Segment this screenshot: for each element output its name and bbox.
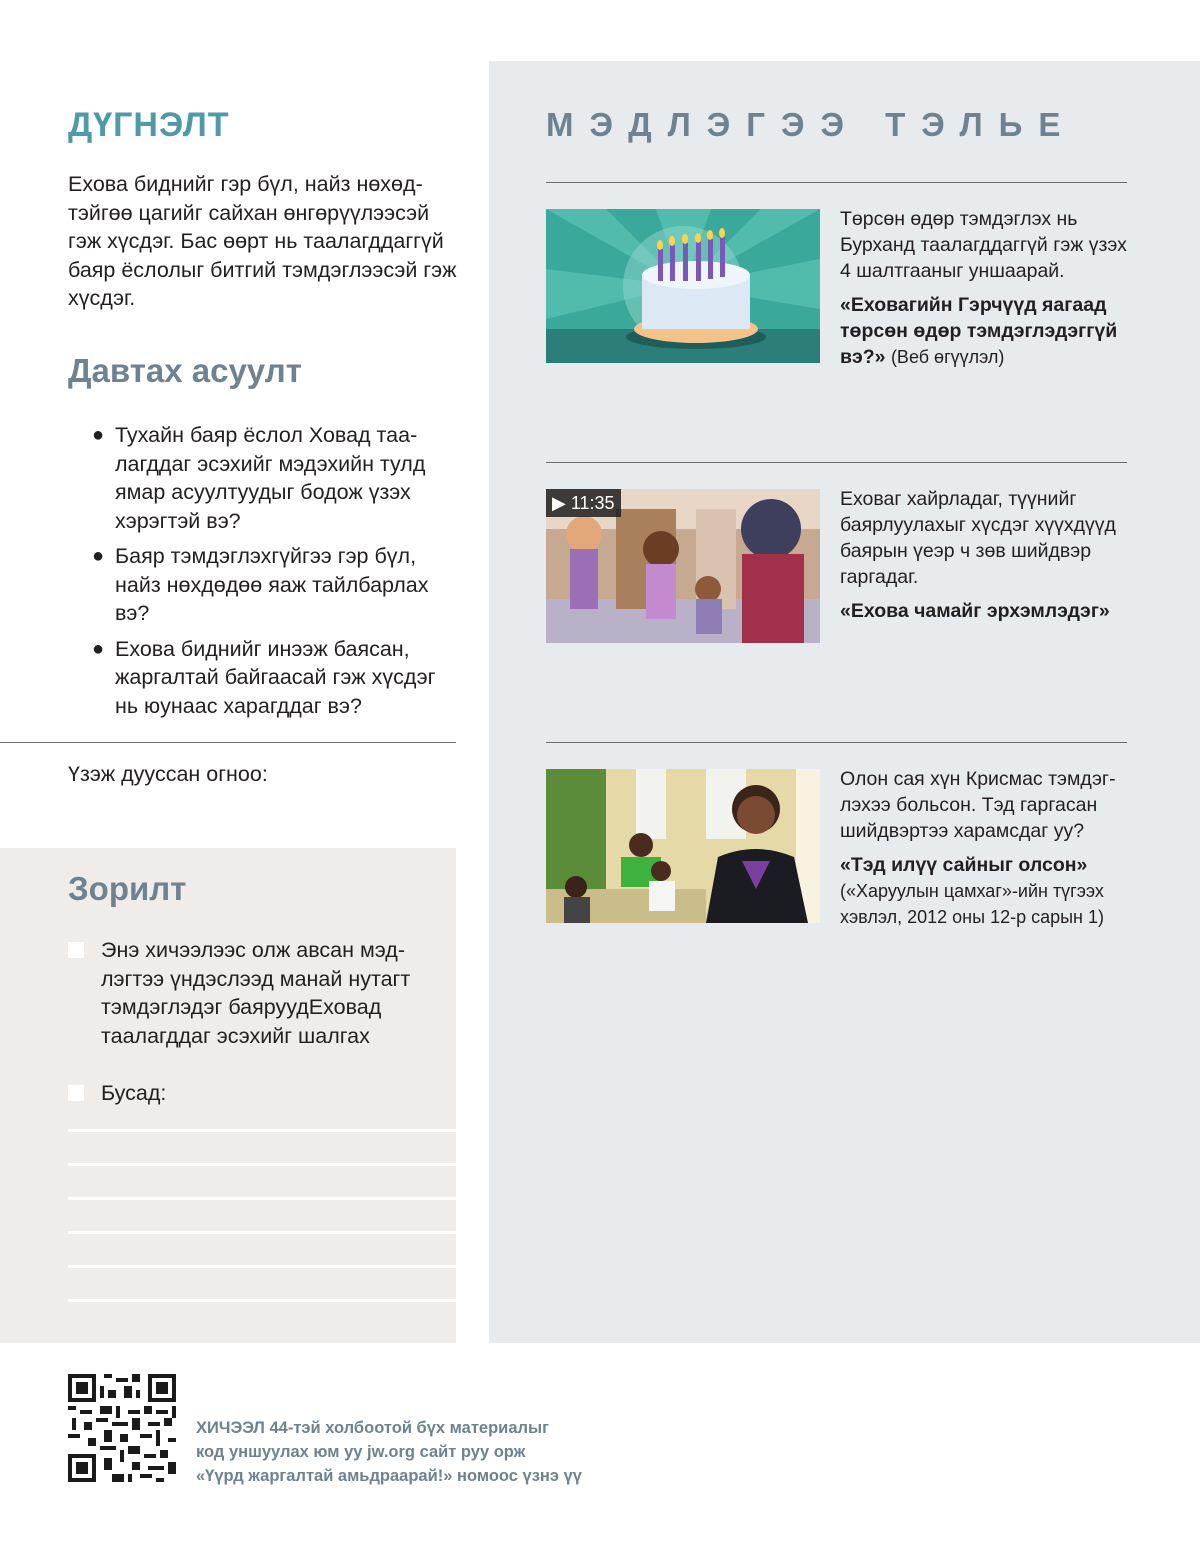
video-duration-badge: ▶ 11:35 — [546, 489, 621, 517]
article-link[interactable]: «Тэд илүү сайныг олсон» — [840, 854, 1088, 876]
write-line[interactable] — [68, 1163, 456, 1166]
bullet-icon: ● — [92, 637, 105, 660]
article-photo[interactable] — [546, 769, 820, 923]
bullet-icon: ● — [92, 545, 105, 567]
checkbox[interactable] — [68, 1085, 84, 1101]
qr-code-icon[interactable] — [68, 1374, 176, 1482]
divider — [546, 182, 1127, 183]
learn-more-title: МЭДЛЭГЭЭ ТЭЛЬЕ — [546, 106, 1077, 143]
learn-more-item: Олон сая хүн Крисмас тэмдэглэхээ больсон. Тэд гаргасан шийдвэртээ харамсдаг уу? «Тэд илүү сайныг олсон» («Харуулын цамхаг»-ийн түгээх хэвлэл, 2012 оны 12-р сарын 1) — [840, 766, 1140, 930]
summary-text: Ехова биднийг гэр бүл, найз нөхөдтэйгөө цагийг сайхан өнгөрүүлээсэй гэж хүсдэг. Бас өөрт нь таалагддаггүй баяр ёслолыг битгий тэмдэглээсэй гэж хүсдэг. — [68, 172, 457, 310]
write-line[interactable] — [68, 1231, 456, 1234]
checkbox[interactable] — [68, 942, 84, 958]
review-question: ● Тухайн баяр ёслол Ховад таалагддаг эсэхийг мэдэхийн тулд ямар асуултуудыг бодож үзэх хэрэгтэй вэ? — [92, 423, 426, 533]
divider — [546, 462, 1127, 463]
goal-title: Зорилт — [68, 870, 187, 907]
learn-more-item: Еховаг хайрладаг, түүнийг баярлуулахыг хүсдэг хүүхдүүд баярын үеэр ч зөв шийдвэр гаргадаг. «Ехова чамайг эрхэмлэдэг» — [840, 486, 1140, 624]
review-list — [92, 421, 452, 727]
article-link[interactable]: «Еховагийн Гэрчүүд яагаад төрсөн өдөр тэмдэглэдэггүй вэ?» (Веб өгүүлэл) — [840, 294, 1118, 368]
video-thumbnail[interactable] — [546, 489, 820, 643]
review-question: ● Баяр тэмдэглэхгүйгээ гэр бүл, найз нөхдөдөө яаж тайлбарлах вэ? — [92, 544, 429, 625]
write-line[interactable] — [68, 1299, 456, 1302]
learn-more-item: Төрсөн өдөр тэмдэглэх нь Бурханд таалагддаггүй гэж үзэх 4 шалтгааныг уншаарай. «Еховагийн Гэрчүүд яагаад төрсөн өдөр тэмдэглэдэггүй вэ?» (Веб өгүүлэл) — [840, 206, 1140, 370]
goal-item-other[interactable]: Бусад: — [68, 1079, 448, 1108]
review-question: ● Ехова биднийг инээж баясан, жаргалтай байгаасай гэж хүсдэг нь юунаас харагддаг вэ? — [92, 636, 436, 718]
footer-note: ХИЧЭЭЛ 44-тэй холбоотой бүх материалыг код уншуулах юм уу jw.org сайт руу орж «Үүрд жаргалтай амьдраарай!» номоос үзнэ үү — [196, 1419, 582, 1485]
review-title: Давтах асуулт — [68, 352, 302, 389]
write-line[interactable] — [68, 1129, 456, 1132]
write-line[interactable] — [68, 1265, 456, 1268]
birthday-cake-image[interactable] — [546, 209, 820, 363]
summary-title: ДҮГНЭЛТ — [68, 106, 230, 144]
goal-item[interactable]: Энэ хичээлээс олж авсан мэдлэгтээ үндэслээд манай нутагт тэмдэглэдэг баяруудЕховад таалагддаг эсэхийг шалгах — [68, 936, 448, 1050]
play-icon: ▶ — [552, 493, 566, 513]
write-line[interactable] — [68, 1197, 456, 1200]
completed-date-label: Үзэж дууссан огноо: — [68, 762, 268, 786]
video-link[interactable]: «Ехова чамайг эрхэмлэдэг» — [840, 600, 1110, 622]
divider — [546, 742, 1127, 743]
bullet-icon: ● — [92, 424, 105, 446]
divider — [0, 742, 456, 743]
